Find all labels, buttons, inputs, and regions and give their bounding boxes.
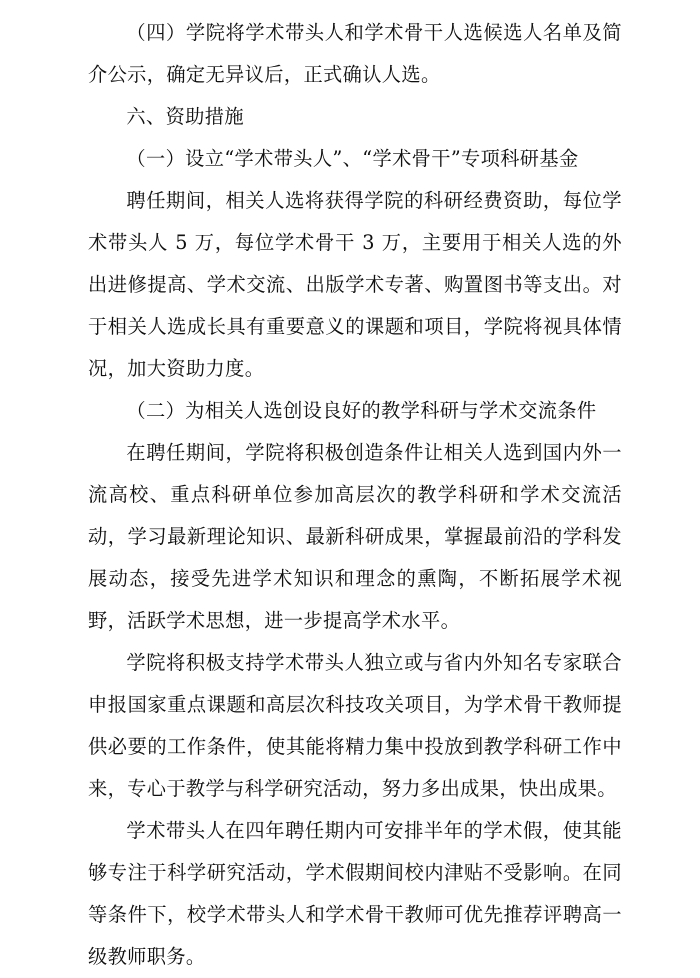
paragraph-5: 学术带头人在四年聘任期内可安排半年的学术假，使其能够专注于科学研究活动，学术假期间校内津贴不受影响。在同等条件下，校学术带头人和学术骨干教师可优先推荐评聘高一级教师职务。 bbox=[88, 819, 622, 968]
section-heading-6: 六、资助措施 bbox=[126, 105, 244, 128]
subsection-heading-2: （二）为相关人选创设良好的教学科研与学术交流条件 bbox=[126, 399, 597, 422]
paragraph-3: 在聘任期间，学院将积极创造条件让相关人选到国内外一流高校、重点科研单位参加高层次的教学科研和学术交流活动，学习最新理论知识、最新科研成果，掌握最前沿的学科发展动态，接受先进学术知识和理念的熏陶，不断拓展学术视野，活跃学术思想，进一步提高学术水平。 bbox=[88, 441, 622, 632]
paragraph-2: 聘任期间，相关人选将获得学院的科研经费资助，每位学术带头人 5 万，每位学术骨干 3 万，主要用于相关人选的外出进修提高、学术交流、出版学术专著、购置图书等支出。对于相关人选成长具有重要意义的课题和项目，学院将视具体情况，加大资助力度。 bbox=[88, 189, 622, 380]
paragraph-1: （四）学院将学术带头人和学术骨干人选候选人名单及简介公示，确定无异议后，正式确认人选。 bbox=[88, 21, 622, 86]
subsection-heading-1: （一）设立“学术带头人”、“学术骨干”专项科研基金 bbox=[126, 147, 579, 170]
document-body bbox=[88, 12, 622, 978]
paragraph-4: 学院将积极支持学术带头人独立或与省内外知名专家联合申报国家重点课题和高层次科技攻关项目，为学术骨干教师提供必要的工作条件，使其能将精力集中投放到教学科研工作中来，专心于教学与科学研究活动，努力多出成果，快出成果。 bbox=[88, 651, 622, 800]
